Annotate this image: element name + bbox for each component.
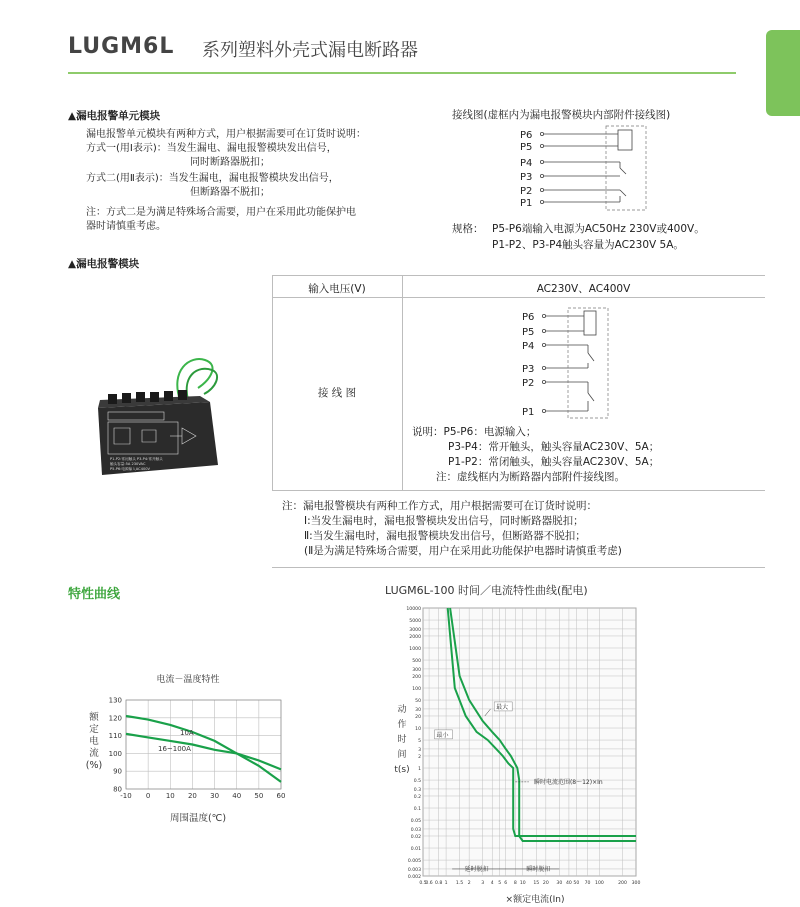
table-note-1: 说明：P5-P6：电源输入； [412,426,537,438]
chart1-xlabel: 周围温度(℃) [169,813,227,824]
table-header-input-voltage: 输入电压(V) [308,283,366,295]
chart1-series-line-0 [126,716,281,782]
chart2-xtick-label: 2 [467,881,471,886]
chart2-ytick-label: 0.01 [410,847,421,853]
chart2-ytick-label: 5 [418,739,421,745]
table-note-4: 注：虚线框内为断路器内部附件接线图。 [436,471,625,483]
chart2-xtick-label: 0.6 [425,881,433,886]
chart2-ytick-label: 0.1 [413,807,421,813]
chart1-ytick-label: 100 [108,749,122,758]
pin-label: P1 [522,407,535,418]
section1-line-7: 器时请慎重考虑。 [86,221,166,232]
chart1-series-label-16-100a: 16~100A [158,745,191,753]
chart2-ylabel-char: 动 [397,705,407,715]
chart2-ytick-label: 2 [418,754,421,760]
chart2-xtick-label: 50 [573,881,580,886]
chart2-xtick-label: 5 [498,881,502,886]
chart2-xtick-label: 1.5 [455,881,464,886]
chart2-ytick-label: 20 [415,714,421,720]
pin-label: P5 [520,142,533,153]
spec-line-2: P1-P2、P3-P4触头容量为AC230V 5A。 [492,239,684,251]
wiring-diagram-title: 接线图(虚框内为漏电报警模块内部附件接线图) [452,109,671,121]
chart2-ytick-label: 0.05 [410,819,421,825]
chart1-ylabel-char: 流 [89,748,99,759]
chart2-ytick-label: 0.02 [410,834,421,840]
chart2-ytick-label: 30 [415,707,421,713]
chart2-ytick-label: 3000 [409,627,421,633]
section1-line-5: 但断路器不脱扣； [190,187,270,198]
chart2-ytick-label: 0.03 [410,827,421,833]
chart2-xtick-label: 30 [556,881,563,886]
chart2-annot-instant: 瞬时脱扣 [526,865,551,873]
chart1-series-label-10a: 10A [180,729,194,737]
chart1-xtick-label: -10 [120,792,132,800]
chart1-xtick-label: 60 [276,792,286,800]
section-heading-alarm-module: ▲漏电报警模块 [68,258,140,270]
chart2-xtick-label: 200 [618,881,627,886]
chart2-ytick-label: 3 [418,747,421,753]
section1-line-4: 方式二(用Ⅱ表示)：当发生漏电，漏电报警模块发出信号， [86,173,339,184]
chart2-ytick-label: 10000 [406,607,421,612]
table-header-voltage-value: AC230V、AC400V [536,283,631,295]
table-footnote-4: (Ⅱ是为满足特殊场合需要，用户在采用此功能保护电器时请慎重考虑) [304,545,622,557]
section-heading-alarm-unit: ▲漏电报警单元模块 [68,110,161,122]
chart2-xtick-label: 20 [542,881,549,886]
table-column-divider [402,275,403,490]
chart1-plot-frame [126,700,281,789]
table-note-3: P1-P2：常闭触头，触头容量AC230V、5A； [448,456,660,468]
chart2-xtick-label: 0.5 [419,881,427,886]
chart2-xlabel: ×额定电流(In) [505,895,565,905]
chart2-title: LUGM6L-100 时间／电流特性曲线(配电) [385,584,588,597]
chart2-ytick-label: 0.2 [413,794,421,800]
chart2-xtick-label: 4 [490,881,494,886]
pin-label: P6 [522,312,535,323]
table-footnote-3: Ⅱ:当发生漏电时，漏电报警模块发出信号，但断路器不脱扣； [304,530,586,542]
section-heading-curves: 特性曲线 [68,587,121,602]
chart2-annot-max: 最大 [496,703,509,711]
chart2-xtick-label: 40 [565,881,572,886]
chart2-xtick-label: 15 [533,881,540,886]
brand-title: LUGM6L [68,34,175,59]
table-row-label-wiring: 接 线 图 [317,387,357,399]
chart2-xtick-label: 0.8 [434,881,443,886]
chart2-ylabel-char: 时 [397,735,407,745]
chart2-ylabel-char: t(s) [394,765,410,775]
chart2-xtick-label: 10 [519,881,526,886]
pin-label: P5 [522,327,535,338]
table-border-row [272,490,765,491]
pin-label: P2 [520,186,533,197]
chart1-xtick-label: 10 [165,792,175,800]
chart2-ytick-label: 2000 [409,634,421,640]
table-border-bottom [272,567,765,568]
page-title: 系列塑料外壳式漏电断路器 [202,40,418,61]
table-footnote-1: 注：漏电报警模块有两种工作方式，用户根据需要可在订货时说明： [282,500,597,512]
alarm-module-product-image [70,340,230,495]
chart1-xtick-label: 30 [210,792,220,800]
chart1-ytick-label: 90 [113,767,122,776]
chart2-xtick-label: 6 [504,881,508,886]
chart2-ytick-label: 100 [412,687,421,693]
pin-label: P1 [520,198,533,209]
chart-current-temperature [68,668,298,828]
chart2-ytick-label: 0.3 [413,787,421,793]
chart1-ytick-label: 130 [108,696,122,705]
chart1-title: 电流－温度特性 [156,675,220,685]
chart2-ytick-label: 500 [412,659,421,665]
pin-label: P4 [520,158,533,169]
chart1-ytick-label: 120 [108,714,122,723]
section1-line-6: 注：方式二是为满足特殊场合需要，用户在采用此功能保护电 [86,207,356,218]
section1-line-1: 漏电报警单元模块有两种方式，用户根据需要可在订货时说明： [86,129,366,140]
chart1-xtick-label: 20 [187,792,197,800]
side-tab-marker [766,30,800,116]
pin-label: P4 [522,341,535,352]
pin-label: P3 [522,364,535,375]
chart1-ylabel-char: 定 [89,724,99,735]
chart2-annot-range: 瞬时电流范围(8～12)×In [533,778,603,786]
chart2-ytick-label: 200 [412,674,421,680]
table-border-row [272,297,765,298]
table-note-2: P3-P4：常开触头，触头容量AC230V、5A； [448,441,660,453]
section1-line-2: 方式一(用Ⅰ表示)：当发生漏电、漏电报警模块发出信号， [86,143,337,154]
chart1-ytick-label: 110 [108,732,122,741]
pin-label: P2 [522,378,535,389]
title-underline [68,72,736,74]
chart1-ylabel-char: 电 [89,736,99,747]
chart2-xtick-label: 3 [481,881,485,886]
pin-label: P6 [520,130,533,141]
table-footnote-2: Ⅰ:当发生漏电时，漏电报警模块发出信号，同时断路器脱扣； [304,515,584,527]
chart2-ytick-label: 1 [418,767,421,773]
chart2-ytick-label: 0.002 [407,875,421,880]
wiring-diagram-top [520,124,660,214]
chart2-ytick-label: 50 [415,699,421,705]
product-label-line: P1-P2:常闭触头 P3-P4:常开触头 [110,457,163,461]
chart1-xtick-label: 0 [145,792,151,800]
pin-label: P3 [520,172,533,183]
chart2-ylabel-char: 间 [397,750,407,760]
chart1-ytick-label: 80 [113,785,122,794]
product-label-line: P5-P6:电源输入AC400V [110,467,151,471]
chart1-xtick-label: 50 [254,792,264,800]
product-label-line: 触头容量:5A 230VAC [110,462,146,466]
spec-label: 规格： [452,223,484,235]
spec-line-1: P5-P6端输入电源为AC50Hz 230V或400V。 [492,223,705,235]
chart1-ylabel-char: 额 [89,712,99,723]
chart2-ytick-label: 10 [415,727,421,733]
chart1-ylabel-char: (%) [85,760,103,771]
chart2-ytick-label: 0.005 [407,859,421,865]
chart2-ytick-label: 0.5 [413,779,421,785]
wiring-diagram-table [522,307,622,422]
chart2-ytick-label: 0.003 [407,867,421,873]
section1-line-3: 同时断路器脱扣； [190,157,270,168]
chart-time-current [380,580,650,907]
chart2-xtick-label: 70 [584,881,591,886]
table-border-left [272,275,273,490]
chart2-xtick-label: 100 [595,881,604,886]
chart2-ytick-label: 300 [412,667,421,673]
chart2-xtick-label: 300 [631,881,641,886]
chart2-ytick-label: 5000 [409,619,421,625]
chart2-ytick-label: 1000 [409,647,421,653]
chart1-xtick-label: 40 [232,792,242,800]
chart2-ylabel-char: 作 [397,720,407,730]
chart2-annot-min: 最小 [436,731,449,739]
chart2-annot-delay: 延时脱扣 [464,865,489,873]
chart2-xtick-label: 1 [444,881,448,886]
table-border-top [272,275,765,276]
chart2-xtick-label: 8 [513,881,517,886]
